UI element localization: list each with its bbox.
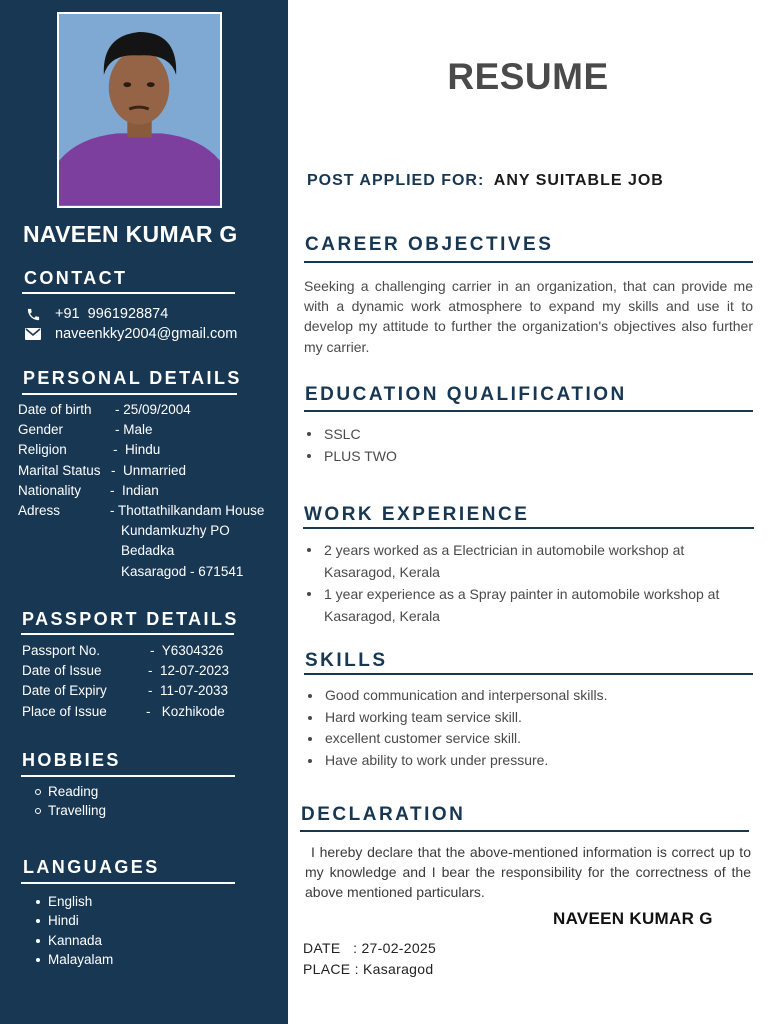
career-objectives-heading: CAREER OBJECTIVES — [305, 234, 554, 255]
passport-details-heading: PASSPORT DETAILS — [22, 609, 239, 629]
passport-row-expiry-date: Date of Expiry - 11-07-2033 — [22, 683, 229, 699]
list-item: Malayalam — [35, 950, 113, 969]
declaration-heading: DECLARATION — [301, 804, 466, 825]
profile-photo-illustration — [59, 14, 220, 206]
candidate-name: NAVEEN KUMAR G — [23, 221, 238, 247]
list-item: Reading — [35, 782, 106, 801]
address-line: Kasaragod - 671541 — [121, 563, 244, 579]
passport-details-divider — [21, 633, 234, 635]
hobbies-list — [35, 782, 106, 821]
hobbies-heading: HOBBIES — [22, 750, 121, 770]
address-line: Bedadka — [121, 543, 175, 559]
sidebar — [0, 0, 288, 1024]
personal-row-dob: Date of birth - 25/09/2004 — [18, 402, 191, 417]
list-item: Good communication and interpersonal skills. — [305, 685, 745, 707]
address-line: Kundamkuzhy PO — [121, 523, 230, 539]
contact-email — [24, 326, 237, 342]
post-applied-value: ANY SUITABLE JOB — [493, 172, 664, 189]
list-item: Have ability to work under pressure. — [305, 750, 745, 772]
personal-row-religion: Religion - Hindu — [18, 442, 161, 458]
signature-name: NAVEEN KUMAR G — [553, 909, 713, 928]
personal-details-heading: PERSONAL DETAILS — [23, 368, 242, 388]
email-address: naveenkky2004@gmail.com — [55, 326, 238, 342]
education-list — [304, 423, 744, 467]
list-item: 1 year experience as a Spray painter in automobile workshop at Kasaragod, Kerala — [304, 583, 748, 627]
skills-divider — [304, 673, 753, 675]
career-objectives-divider — [304, 261, 753, 263]
contact-phone — [24, 306, 168, 322]
list-item: Kannada — [35, 931, 113, 950]
post-applied — [307, 172, 664, 190]
phone-number: +91 9961928874 — [55, 306, 169, 322]
personal-details-list — [18, 400, 264, 582]
personal-row-address: Adress - Thottathilkandam House — [18, 503, 265, 519]
personal-row-nationality: Nationality - Indian — [18, 482, 159, 498]
declaration-place: PLACE : Kasaragod — [303, 961, 434, 977]
profile-photo — [57, 12, 222, 208]
contact-divider — [22, 292, 235, 294]
languages-list — [35, 892, 113, 969]
contact-heading: CONTACT — [24, 268, 128, 288]
phone-icon — [24, 307, 42, 321]
skills-list — [305, 685, 745, 771]
passport-row-number: Passport No. - Y6304326 — [22, 643, 224, 658]
list-item: Hard working team service skill. — [305, 707, 745, 729]
list-item: Hindi — [35, 911, 113, 930]
passport-details-list — [22, 641, 229, 722]
passport-row-issue-date: Date of Issue - 12-07-2023 — [22, 663, 230, 679]
declaration-divider — [300, 830, 749, 832]
career-objectives-text: Seeking a challenging carrier in an organization, that can provide me with a dynamic work atmosphere to expand my skills and use it to develop my attitude to further the organization's objectives also further my carrier. — [304, 278, 753, 355]
email-icon — [24, 327, 42, 341]
education-divider — [304, 410, 753, 412]
personal-row-marital-status: Marital Status - Unmarried — [18, 462, 187, 478]
document-title: RESUME — [447, 56, 609, 97]
personal-row-gender: Gender - Male — [18, 422, 153, 438]
list-item: SSLC — [304, 423, 744, 445]
list-item: PLUS TWO — [304, 445, 744, 467]
hobbies-divider — [21, 775, 235, 777]
personal-details-divider — [22, 393, 237, 395]
languages-heading: LANGUAGES — [23, 857, 160, 877]
list-item: excellent customer service skill. — [305, 728, 745, 750]
work-experience-heading: WORK EXPERIENCE — [304, 504, 530, 525]
list-item: 2 years worked as a Electrician in automobile workshop at Kasaragod, Kerala — [304, 539, 748, 583]
education-heading: EDUCATION QUALIFICATION — [305, 384, 627, 405]
list-item: English — [35, 892, 113, 911]
declaration-date: DATE : 27-02-2025 — [303, 940, 437, 956]
work-experience-divider — [303, 527, 754, 529]
skills-heading: SKILLS — [305, 650, 388, 671]
work-experience-list — [304, 539, 748, 627]
declaration-text: I hereby declare that the above-mentioned information is correct up to my knowledge and I bear the responsibility for the correctness of the above mentioned particulars. — [305, 844, 751, 901]
post-applied-label: POST APPLIED FOR: — [307, 172, 485, 189]
languages-divider — [21, 882, 235, 884]
list-item: Travelling — [35, 801, 106, 820]
passport-row-place-of-issue: Place of Issue - Kozhikode — [22, 703, 225, 719]
